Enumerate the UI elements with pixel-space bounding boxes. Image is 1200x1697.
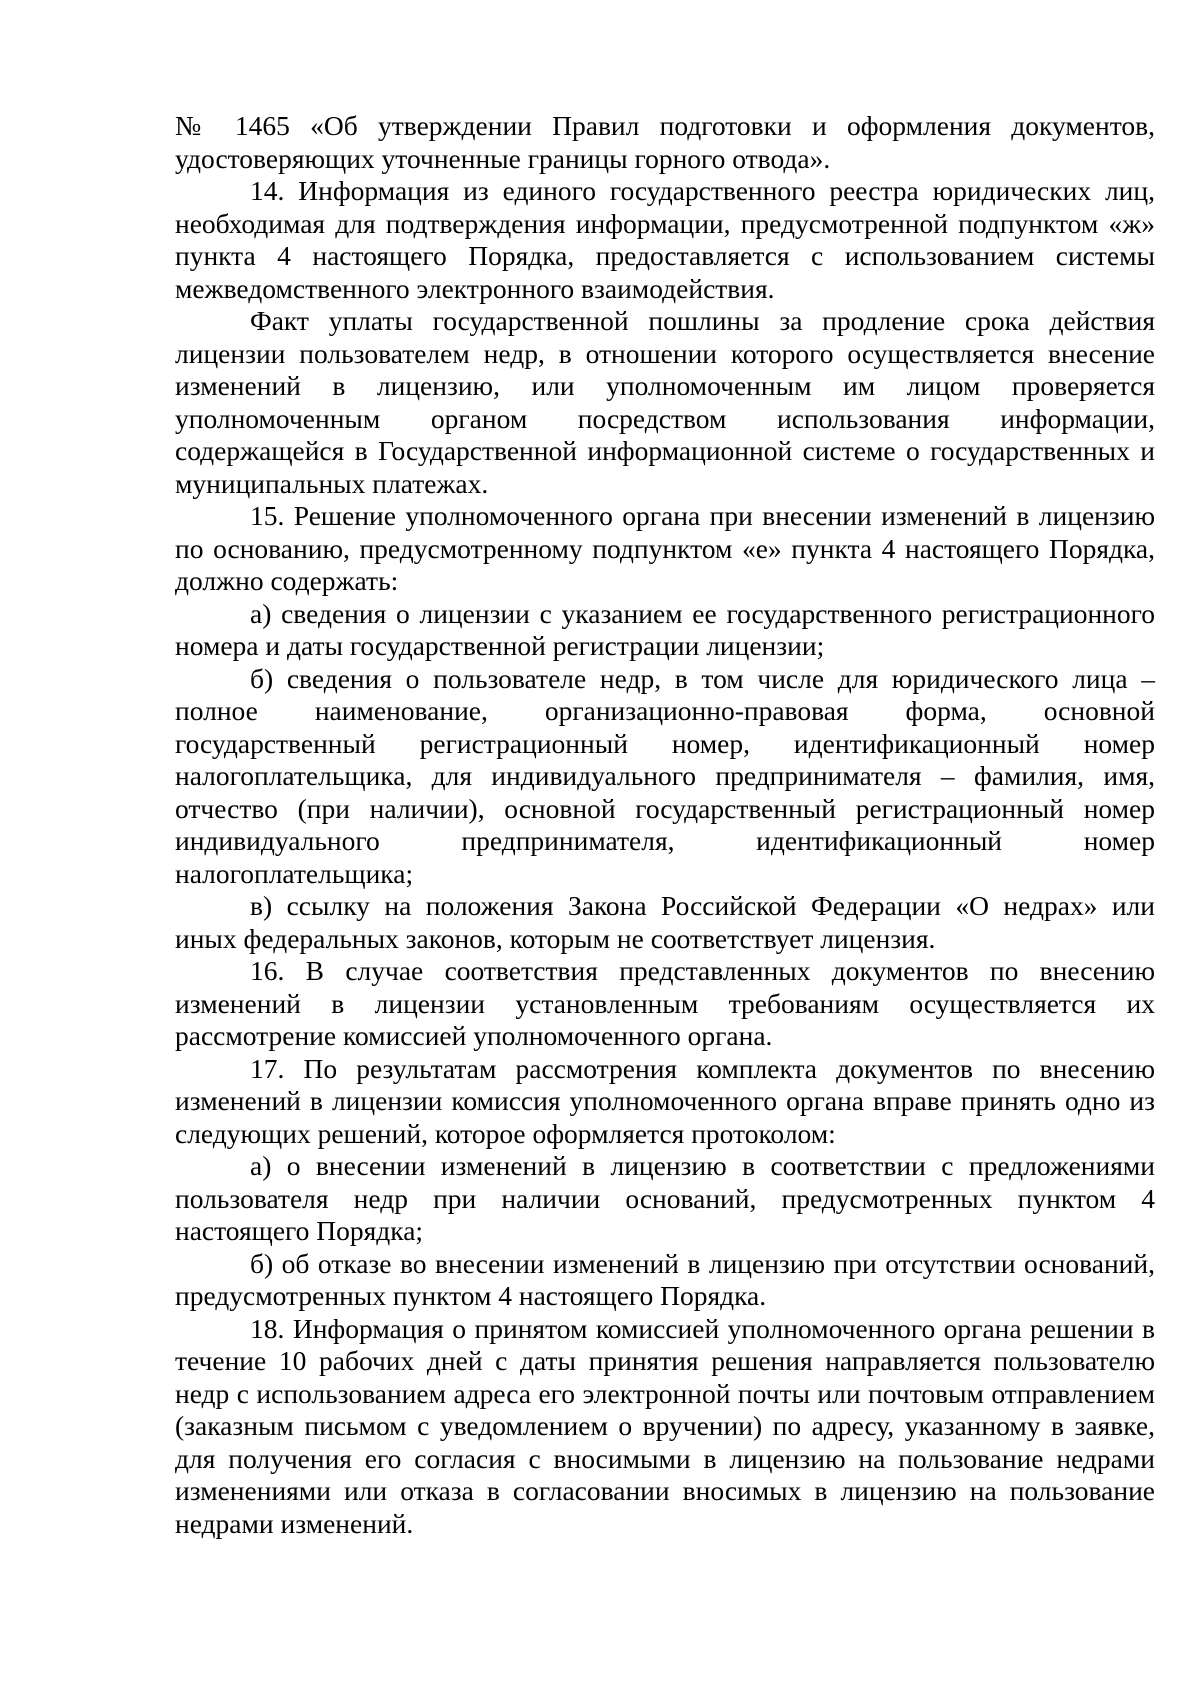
paragraph-17: 17. По результатам рассмотрения комплекта документов по внесению изменений в лицензии комиссия уполномоченного органа вправе принять одно из следующих решений, которое оформляется протоколом:: [175, 1052, 1155, 1149]
paragraph-continuation: № 1465 «Об утверждении Правил подготовки и оформления документов, удостоверяющих уточненные границы горного отвода».: [175, 110, 1155, 174]
paragraph-15-v: в) ссылку на положения Закона Российской Федерации «О недрах» или иных федеральных законов, которым не соответствует лицензия.: [175, 890, 1155, 954]
paragraph-15: 15. Решение уполномоченного органа при внесении изменений в лицензию по основанию, предусмотренному подпунктом «е» пункта 4 настоящего Порядка, должно содержать:: [175, 500, 1155, 596]
paragraph-14: 14. Информация из единого государственного реестра юридических лиц, необходимая для подтверждения информации, предусмотренной подпунктом «ж» пункта 4 настоящего Порядка, предоставляется с использованием системы межведомственного электронного взаимодействия.: [175, 175, 1155, 304]
paragraph-15-a: а) сведения о лицензии с указанием ее государственного регистрационного номера и даты государственной регистрации лицензии;: [175, 597, 1155, 661]
document-page: [175, 110, 1155, 1540]
paragraph-16: 16. В случае соответствия представленных документов по внесению изменений в лицензии установленным требованиям осуществляется их рассмотрение комиссией уполномоченного органа.: [175, 955, 1155, 1051]
paragraph-18: 18. Информация о принятом комиссией уполномоченного органа решении в течение 10 рабочих дней с даты принятия решения направляется пользователю недр с использованием адреса его электронной почты или почтовым отправлением (заказным письмом с уведомлением о вручении) по адресу, указанному в заявке, для получения его согласия с вносимыми в лицензию на пользование недрами изменениями или отказа в согласовании вносимых в лицензию на пользование недрами изменений.: [175, 1312, 1155, 1539]
paragraph-17-b: б) об отказе во внесении изменений в лицензию при отсутствии оснований, предусмотренных пунктом 4 настоящего Порядка.: [175, 1247, 1155, 1311]
paragraph-17-a: а) о внесении изменений в лицензию в соответствии с предложениями пользователя недр при наличии оснований, предусмотренных пунктом 4 настоящего Порядка;: [175, 1150, 1155, 1246]
paragraph-14-fee: Факт уплаты государственной пошлины за продление срока действия лицензии пользователем недр, в отношении которого осуществляется внесение изменений в лицензию, или уполномоченным им лицом проверяется уполномоченным органом посредством использования информации, содержащейся в Государственной информационной системе о государственных и муниципальных платежах.: [175, 305, 1155, 499]
paragraph-15-b: б) сведения о пользователе недр, в том числе для юридического лица – полное наименование, организационно-правовая форма, основной государственный регистрационный номер, идентификационный номер налогоплательщика, для индивидуального предпринимателя – фамилия, имя, отчество (при наличии), основной государственный регистрационный номер индивидуального предпринимателя, идентификационный номер налогоплательщика;: [175, 662, 1155, 889]
